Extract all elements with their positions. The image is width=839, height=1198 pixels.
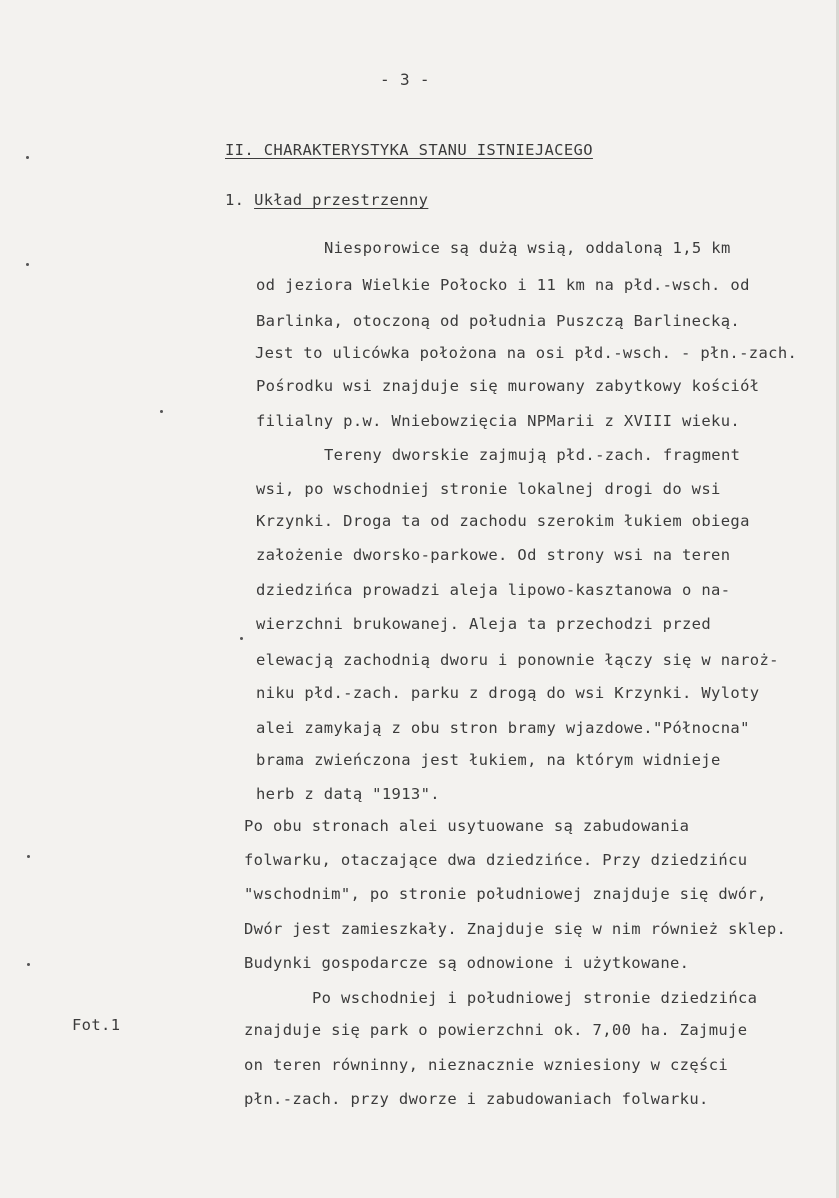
text-line: niku płd.-zach. parku z drogą do wsi Krzynki. Wyloty [256, 684, 760, 702]
margin-note: Fot.1 [72, 1016, 121, 1034]
punch-mark [27, 855, 30, 858]
text-line: znajduje się park o powierzchni ok. 7,00 ha. Zajmuje [244, 1021, 748, 1039]
text-line: herb z datą "1913". [256, 785, 440, 803]
text-line: Tereny dworskie zajmują płd.-zach. fragment [324, 446, 741, 464]
punch-mark [26, 263, 29, 266]
text-line: folwarku, otaczające dwa dziedzińce. Przy dziedzińcu [244, 851, 748, 869]
text-line: alei zamykają z obu stron bramy wjazdowe."Północna" [256, 719, 750, 737]
text-line: Po wschodniej i południowej stronie dziedzińca [312, 989, 758, 1007]
subsection-number: 1. [225, 191, 245, 209]
text-line: Niesporowice są dużą wsią, oddaloną 1,5 km [324, 239, 731, 257]
page-number: - 3 - [380, 70, 430, 89]
text-line: on teren równinny, nieznacznie wzniesiony w części [244, 1056, 729, 1074]
text-line: od jeziora Wielkie Połocko i 11 km na płd.-wsch. od [256, 276, 750, 294]
text-line: Jest to ulicówka położona na osi płd.-wsch. - płn.-zach. [255, 344, 798, 362]
text-line: Po obu stronach alei usytuowane są zabudowania [244, 817, 690, 835]
text-line: Krzynki. Droga ta od zachodu szerokim łukiem obiega [256, 512, 750, 530]
subsection-heading [225, 190, 428, 210]
text-line: brama zwieńczona jest łukiem, na którym widnieje [256, 751, 721, 769]
text-line: wierzchni brukowanej. Aleja ta przechodzi przed [256, 615, 712, 633]
text-line: dziedzińca prowadzi aleja lipowo-kasztanowa o na- [256, 581, 731, 599]
text-line: elewacją zachodnią dworu i ponownie łączy się w naroż- [256, 651, 779, 669]
speck [160, 410, 163, 413]
speck [240, 637, 243, 640]
text-line: Dwór jest zamieszkały. Znajduje się w nim również sklep. [244, 920, 787, 938]
subsection-title: Układ przestrzenny [254, 191, 429, 209]
text-line: płn.-zach. przy dworze i zabudowaniach folwarku. [244, 1090, 709, 1108]
text-line: wsi, po wschodniej stronie lokalnej drogi do wsi [256, 480, 721, 498]
text-line: Pośrodku wsi znajduje się murowany zabytkowy kościół [256, 377, 760, 395]
punch-mark [26, 156, 29, 159]
text-line: filialny p.w. Wniebowzięcia NPMarii z XVIII wieku. [256, 412, 741, 430]
punch-mark [27, 963, 30, 966]
text-line: Budynki gospodarcze są odnowione i użytkowane. [244, 954, 690, 972]
text-line: "wschodnim", po stronie południowej znajduje się dwór, [244, 885, 767, 903]
text-line: założenie dworsko-parkowe. Od strony wsi na teren [256, 546, 731, 564]
text-line: Barlinka, otoczoną od południa Puszczą Barlinecką. [256, 312, 741, 330]
section-heading: II. CHARAKTERYSTYKA STANU ISTNIEJACEGO [225, 141, 593, 159]
